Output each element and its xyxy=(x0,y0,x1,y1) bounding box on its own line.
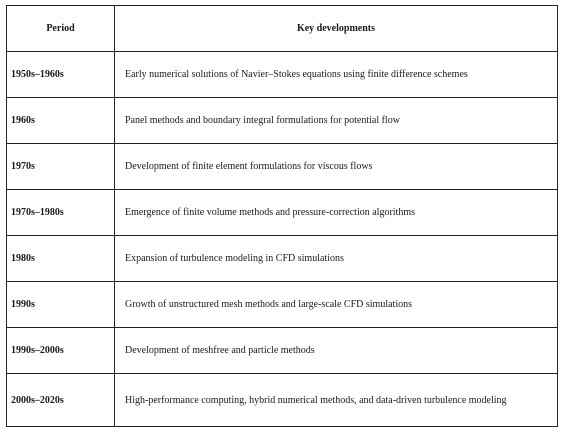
table-row xyxy=(7,374,558,427)
table-row xyxy=(7,52,558,98)
period-cell: 1960s xyxy=(7,98,115,144)
developments-cell: Panel methods and boundary integral formulations for potential flow xyxy=(115,98,558,144)
developments-cell: Emergence of finite volume methods and pressure-correction algorithms xyxy=(115,190,558,236)
developments-cell: Early numerical solutions of Navier–Stokes equations using finite difference schemes xyxy=(115,52,558,98)
cfd-history-table xyxy=(6,5,558,427)
developments-cell: High-performance computing, hybrid numerical methods, and data-driven turbulence modeling xyxy=(115,374,558,427)
developments-cell: Growth of unstructured mesh methods and large-scale CFD simulations xyxy=(115,282,558,328)
table-row xyxy=(7,190,558,236)
period-cell: 1990s–2000s xyxy=(7,328,115,374)
table-row xyxy=(7,144,558,190)
table-row xyxy=(7,98,558,144)
cfd-history-table-container xyxy=(6,5,557,427)
developments-cell: Development of finite element formulations for viscous flows xyxy=(115,144,558,190)
developments-cell: Expansion of turbulence modeling in CFD simulations xyxy=(115,236,558,282)
table-row xyxy=(7,328,558,374)
header-period: Period xyxy=(7,6,115,52)
period-cell: 1970s–1980s xyxy=(7,190,115,236)
period-cell: 1970s xyxy=(7,144,115,190)
period-cell: 2000s–2020s xyxy=(7,374,115,427)
period-cell: 1980s xyxy=(7,236,115,282)
period-cell: 1990s xyxy=(7,282,115,328)
period-cell: 1950s–1960s xyxy=(7,52,115,98)
table-row xyxy=(7,236,558,282)
table-header-row xyxy=(7,6,558,52)
developments-cell: Development of meshfree and particle methods xyxy=(115,328,558,374)
header-key-developments: Key developments xyxy=(115,6,558,52)
table-row xyxy=(7,282,558,328)
